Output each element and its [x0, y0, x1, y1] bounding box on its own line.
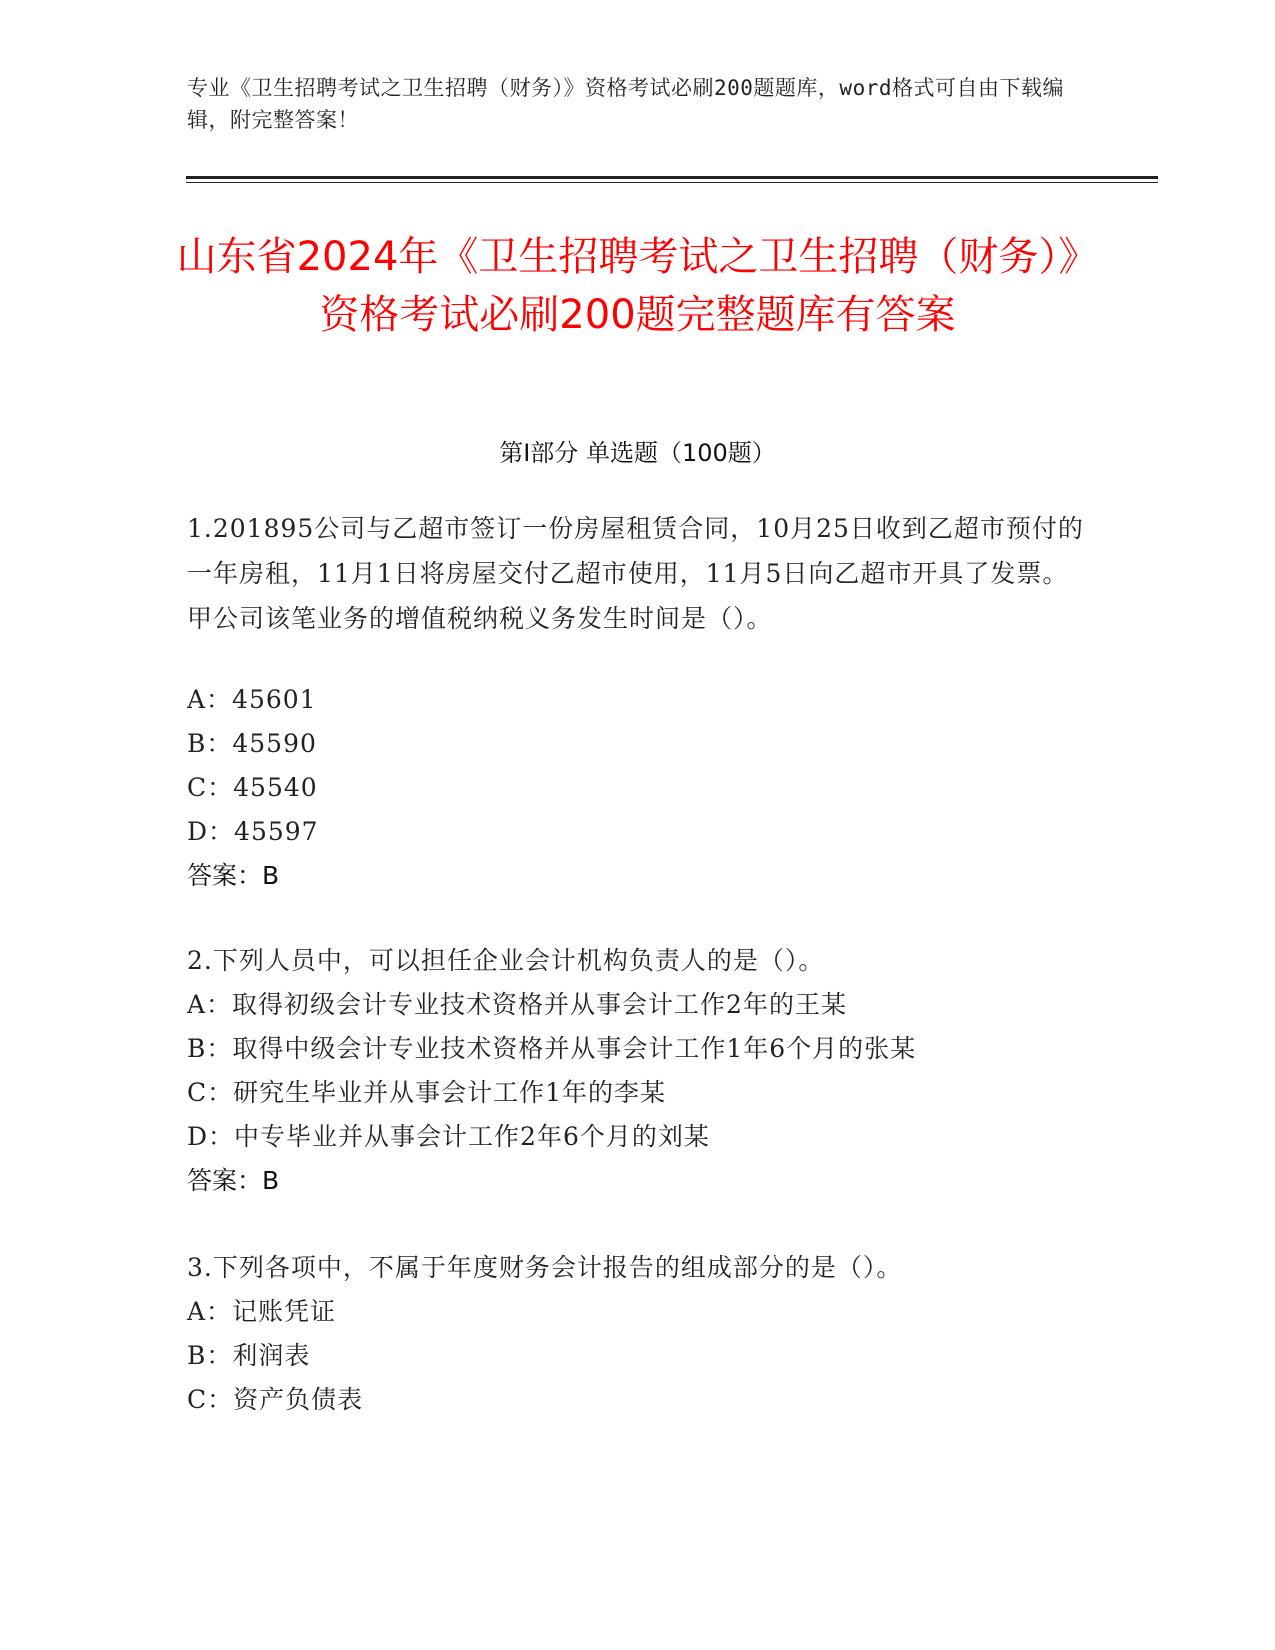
question-3-option-c: C：资产负债表	[187, 1385, 364, 1414]
header-divider-thick	[186, 176, 1158, 179]
question-3-stem: 3.下列各项中，不属于年度财务会计报告的组成部分的是（）。	[187, 1253, 903, 1282]
header-divider-thin	[186, 182, 1158, 183]
header-note: 专业《卫生招聘考试之卫生招聘（财务）》资格考试必刷200题题库，word格式可自由下载编辑，附完整答案！	[187, 76, 1064, 132]
question-1-option-c: C：45540	[187, 773, 318, 802]
question-3-option-a: A：记账凭证	[187, 1297, 337, 1326]
question-1-option-a: A：45601	[187, 685, 317, 714]
section-title: 第I部分 单选题（100题）	[499, 439, 776, 467]
question-2-option-b: B：取得中级会计专业技术资格并从事会计工作1年6个月的张某	[187, 1034, 917, 1063]
question-1-stem: 1.201895公司与乙超市签订一份房屋租赁合同，10月25日收到乙超市预付的一年房租，11月1日将房屋交付乙超市使用，11月5日向乙超市开具了发票。甲公司该笔业务的增值税纳税义务发生时间是（）。	[187, 514, 1084, 633]
question-3-option-b: B：利润表	[187, 1341, 311, 1370]
question-2-stem: 2.下列人员中，可以担任企业会计机构负责人的是（）。	[187, 946, 825, 975]
question-2-answer: 答案：B	[187, 1166, 280, 1195]
document-title: 山东省2024年《卫生招聘考试之卫生招聘（财务）》资格考试必刷200题完整题库有答案	[176, 234, 1099, 338]
question-1-answer: 答案：B	[187, 861, 280, 890]
question-1-option-d: D：45597	[187, 817, 319, 846]
question-2-option-a: A：取得初级会计专业技术资格并从事会计工作2年的王某	[187, 990, 847, 1019]
question-2-option-c: C：研究生毕业并从事会计工作1年的李某	[187, 1078, 667, 1107]
question-2-option-d: D：中专毕业并从事会计工作2年6个月的刘某	[187, 1122, 710, 1151]
question-1-option-b: B：45590	[187, 729, 317, 758]
